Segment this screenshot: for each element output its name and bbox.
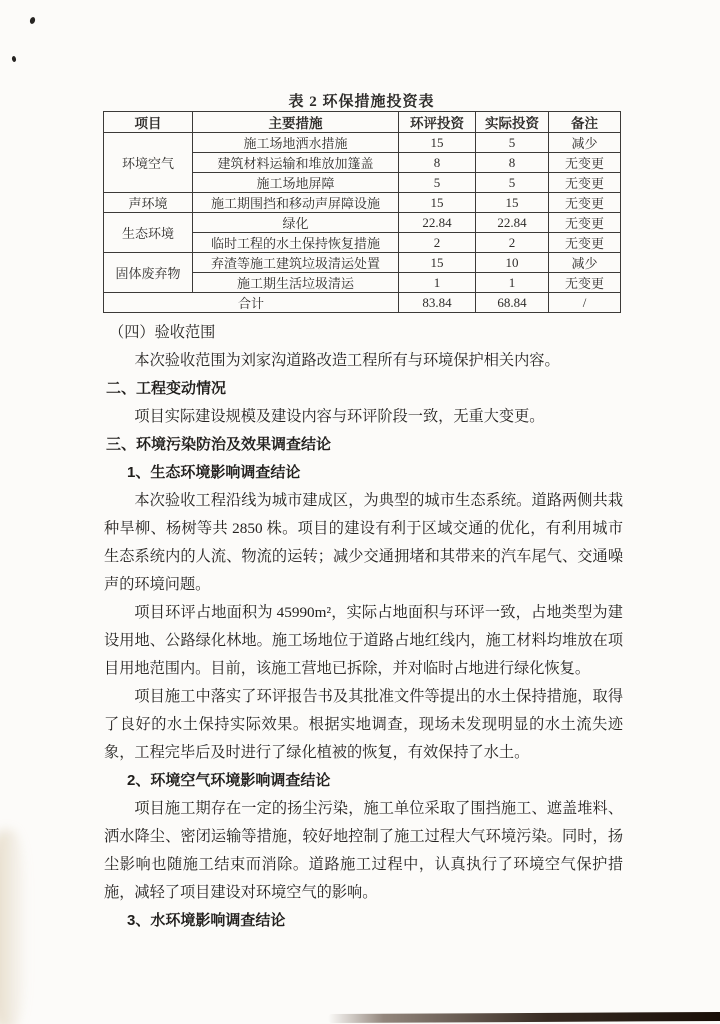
section-heading-2: 二、工程变动情况 [106, 380, 227, 397]
measure-cell: 施工期围挡和移动声屏障设施 [193, 193, 399, 213]
table-row [104, 253, 621, 273]
category-cell: 环境空气 [104, 133, 193, 193]
ink-speck [29, 16, 36, 24]
note-cell: 减少 [549, 253, 621, 273]
note-cell: 无变更 [549, 193, 621, 213]
table-row [104, 133, 621, 153]
measure-cell: 绿化 [193, 213, 399, 233]
actual-investment-cell: 10 [476, 253, 549, 273]
category-cell: 生态环境 [104, 213, 193, 253]
table-header-row [104, 112, 621, 133]
header-eia-investment: 环评投资 [399, 112, 476, 133]
measure-cell: 临时工程的水土保持恢复措施 [193, 233, 399, 253]
actual-investment-cell: 5 [476, 173, 549, 193]
section-heading-paren-4: （四）验收范围 [109, 324, 216, 341]
subsection-heading-2: 2、环境空气环境影响调查结论 [127, 772, 331, 789]
total-eia-cell: 83.84 [399, 293, 476, 313]
total-label-cell: 合计 [104, 293, 399, 313]
eia-investment-cell: 15 [399, 253, 476, 273]
table-row [104, 213, 621, 233]
paragraph: 本次验收工程沿线为城市建成区，为典型的城市生态系统。道路两侧共栽种旱柳、杨树等共 2850 株。项目的建设有利于区域交通的优化，有利用城市生态系统内的人流、物流的运转；减少交通拥堵和其带来的汽车尾气、交通噪声的环境问题。 [104, 492, 623, 593]
header-note: 备注 [549, 112, 621, 133]
ink-speck [11, 56, 16, 63]
eia-investment-cell: 15 [399, 193, 476, 213]
table-row [104, 193, 621, 213]
header-actual-investment: 实际投资 [476, 112, 549, 133]
measure-cell: 施工期生活垃圾清运 [193, 273, 399, 293]
measure-cell: 施工场地屏障 [193, 173, 399, 193]
category-cell: 固体废弃物 [104, 253, 193, 293]
eia-investment-cell: 2 [399, 233, 476, 253]
subsection-heading-3: 3、水环境影响调查结论 [127, 912, 286, 929]
note-cell: 无变更 [549, 273, 621, 293]
paragraph: 项目实际建设规模及建设内容与环评阶段一致，无重大变更。 [134, 408, 545, 425]
paragraph: 项目环评占地面积为 45990m²，实际占地面积与环评一致，占地类型为建设用地、公路绿化林地。施工场地位于道路占地红线内，施工材料均堆放在项目用地范围内。目前，该施工营地已拆除，并对临时占地进行绿化恢复。 [104, 604, 623, 677]
actual-investment-cell: 2 [476, 233, 549, 253]
table-title: 表 2 环保措施投资表 [288, 94, 435, 110]
measure-cell: 建筑材料运输和堆放加篷盖 [193, 153, 399, 173]
note-cell: 无变更 [549, 213, 621, 233]
investment-table [103, 111, 621, 313]
eia-investment-cell: 15 [399, 133, 476, 153]
subsection-heading-1: 1、生态环境影响调查结论 [127, 464, 301, 481]
total-actual-cell: 68.84 [476, 293, 549, 313]
paragraph: 项目施工中落实了环评报告书及其批准文件等提出的水土保持措施，取得了良好的水土保持实际效果。根据实地调查，现场未发现明显的水土流失迹象，工程完毕后及时进行了绿化植被的恢复，有效保持了水土。 [104, 688, 623, 761]
document-body [104, 319, 623, 935]
measure-cell: 弃渣等施工建筑垃圾清运处置 [193, 253, 399, 273]
eia-investment-cell: 8 [399, 153, 476, 173]
eia-investment-cell: 22.84 [399, 213, 476, 233]
eia-investment-cell: 1 [399, 273, 476, 293]
header-category: 项目 [104, 112, 193, 133]
eia-investment-cell: 5 [399, 173, 476, 193]
actual-investment-cell: 8 [476, 153, 549, 173]
note-cell: 无变更 [549, 173, 621, 193]
header-measure: 主要措施 [193, 112, 399, 133]
category-cell: 声环境 [104, 193, 193, 213]
measure-cell: 施工场地洒水措施 [193, 133, 399, 153]
paragraph: 本次验收范围为刘家沟道路改造工程所有与环境保护相关内容。 [134, 352, 560, 369]
paragraph: 项目施工期存在一定的扬尘污染，施工单位采取了围挡施工、遮盖堆料、洒水降尘、密闭运输等措施，较好地控制了施工过程大气环境污染。同时，扬尘影响也随施工结束而消除。道路施工过程中，认真执行了环境空气保护措施，减轻了项目建设对环境空气的影响。 [104, 800, 623, 901]
scan-edge-shadow [328, 1012, 720, 1023]
note-cell: 减少 [549, 133, 621, 153]
note-cell: 无变更 [549, 153, 621, 173]
actual-investment-cell: 5 [476, 133, 549, 153]
section-heading-3: 三、环境污染防治及效果调查结论 [106, 436, 332, 453]
note-cell: 无变更 [549, 233, 621, 253]
total-note-cell: / [549, 293, 621, 313]
scan-stain [0, 830, 28, 1024]
actual-investment-cell: 22.84 [476, 213, 549, 233]
table-total-row [104, 293, 621, 313]
actual-investment-cell: 15 [476, 193, 549, 213]
actual-investment-cell: 1 [476, 273, 549, 293]
